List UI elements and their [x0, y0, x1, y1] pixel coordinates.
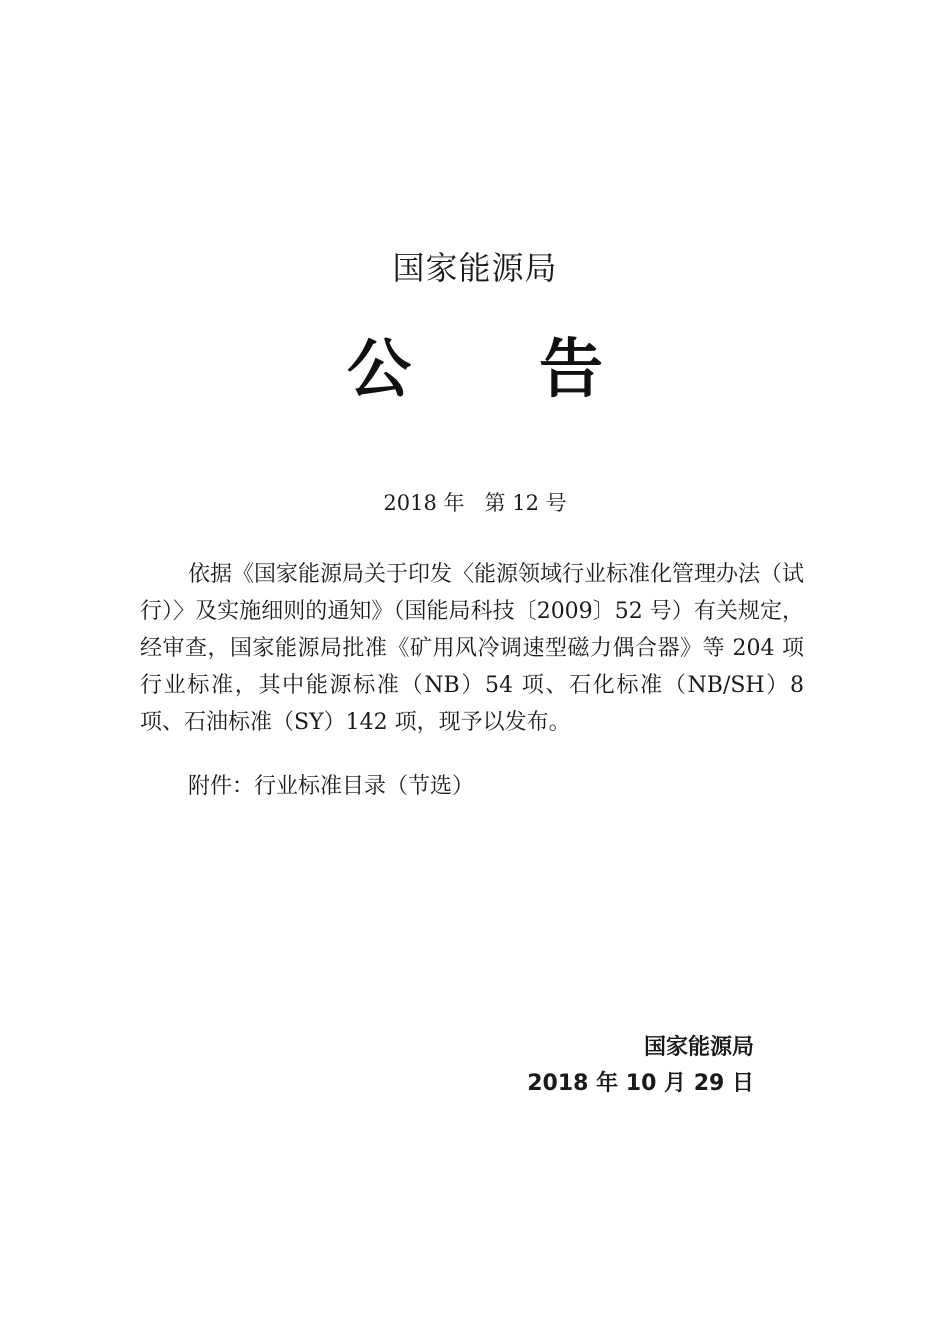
- document-type-char-1: 公: [347, 333, 411, 407]
- signature-date: 2018 年 10 月 29 日: [527, 1071, 754, 1096]
- issuer-title: 国家能源局: [392, 249, 558, 287]
- attachment-line: 附件：行业标准目录（节选）: [188, 774, 475, 799]
- document-type-heading: [0, 332, 950, 408]
- announcement-body: 依据《国家能源局关于印发〈能源领域行业标准化管理办法（试行）〉及实施细则的通知》（国能局科技〔2009〕52 号）有关规定，经审查，国家能源局批准《矿用风冷调速型磁力偶合器》等 204 项行业标准，其中能源标准（NB）54 项、石化标准（NB/SH）8 项、石油标准（SY）142 项，现予以发布。: [140, 562, 805, 735]
- document-type-char-2: 告: [539, 333, 603, 407]
- signature-block: [527, 1030, 754, 1102]
- signature-organization: 国家能源局: [643, 1035, 754, 1060]
- document-number: 2018 年 第 12 号: [383, 491, 567, 515]
